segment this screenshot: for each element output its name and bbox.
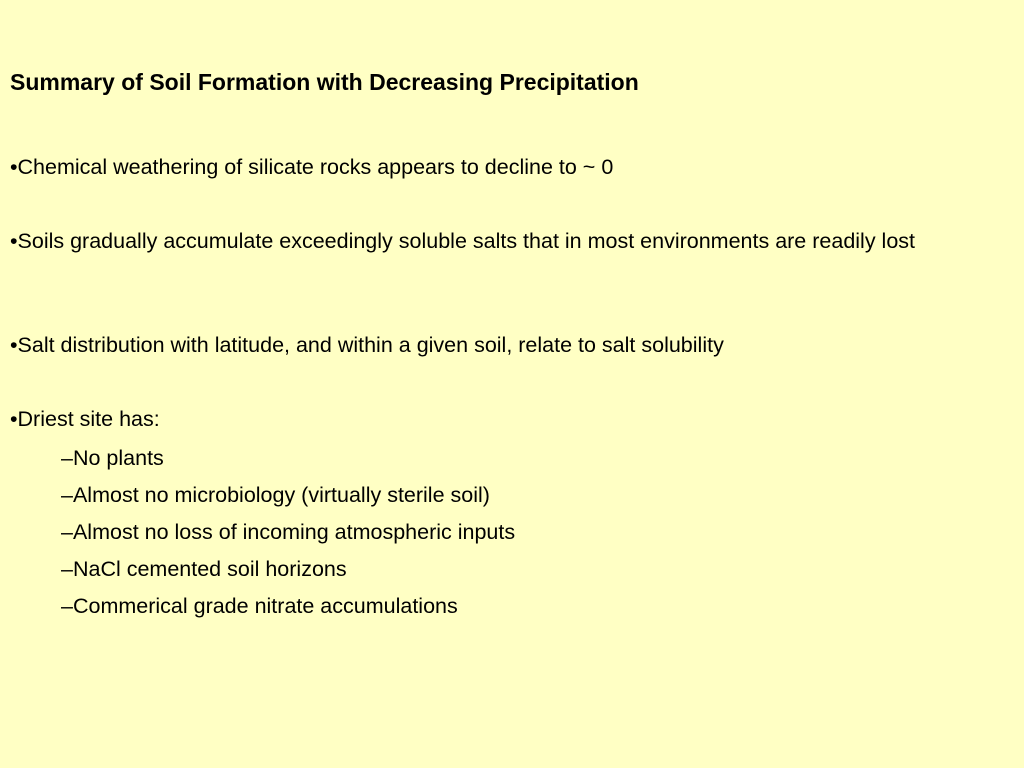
bullet-soluble-salts: •Soils gradually accumulate exceedingly soluble salts that in most environments are readily lost [10, 229, 916, 253]
bullet-salt-distribution: •Salt distribution with latitude, and within a given soil, relate to salt solubility [10, 333, 724, 357]
bullet-chemical-weathering: •Chemical weathering of silicate rocks appears to decline to ~ 0 [10, 155, 614, 179]
sub-bullet-no-plants: –No plants [61, 446, 164, 470]
sub-bullet-nitrate-accumulations: –Commerical grade nitrate accumulations [61, 594, 458, 618]
sub-bullet-microbiology: –Almost no microbiology (virtually sterile soil) [61, 483, 490, 507]
slide-title: Summary of Soil Formation with Decreasing Precipitation [10, 69, 639, 95]
sub-bullet-atmospheric-inputs: –Almost no loss of incoming atmospheric inputs [61, 520, 516, 544]
sub-bullet-nacl-horizons: –NaCl cemented soil horizons [61, 557, 347, 581]
driest-site-sub-list [61, 440, 515, 625]
bullet-driest-site: •Driest site has: [10, 407, 160, 431]
